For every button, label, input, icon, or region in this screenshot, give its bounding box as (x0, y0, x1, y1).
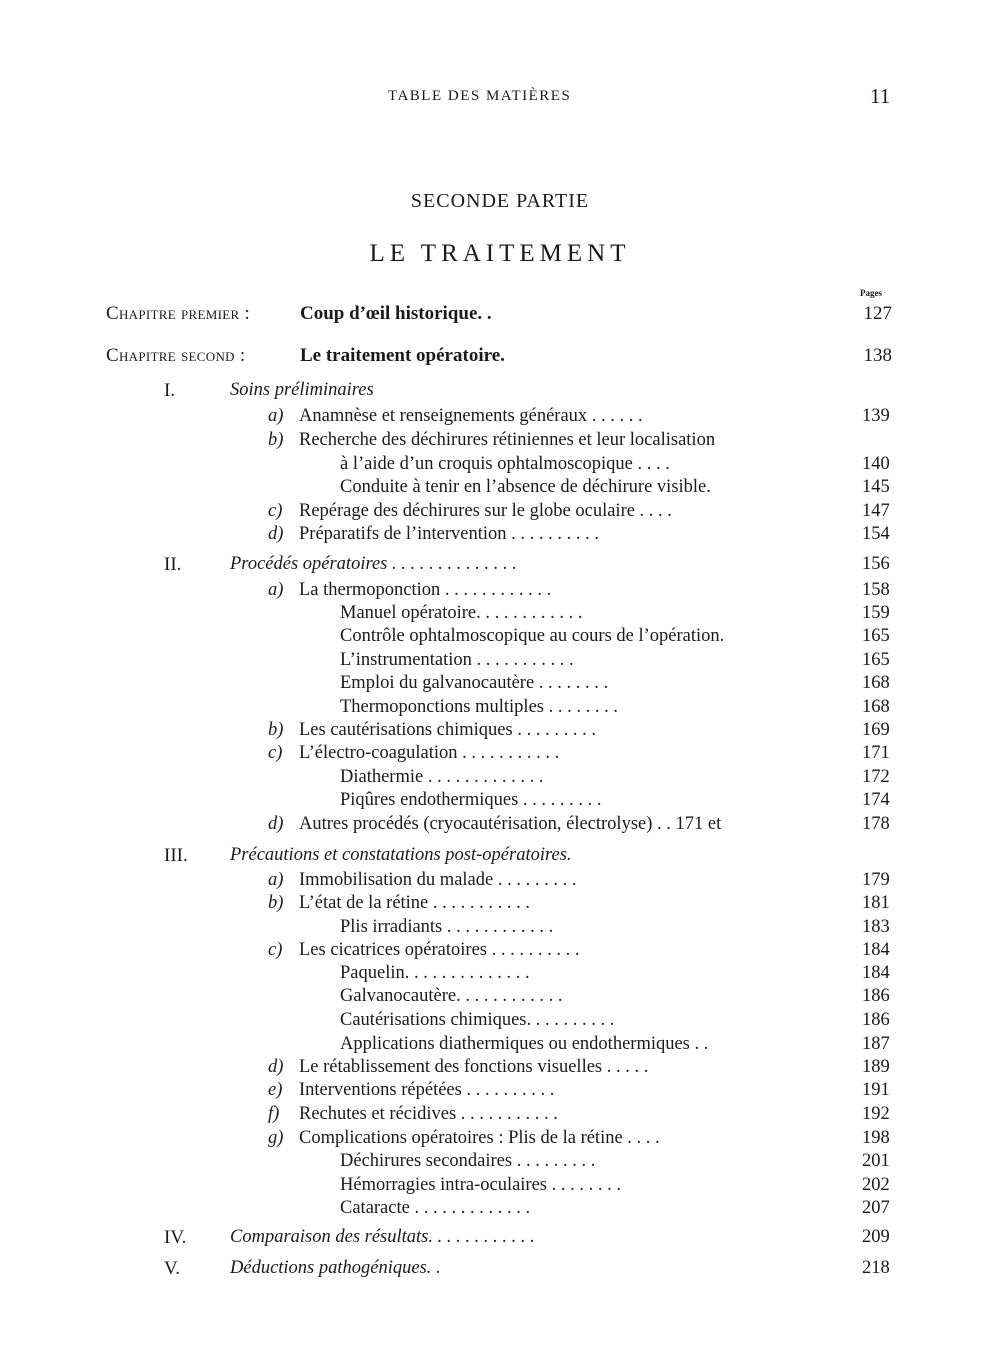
entry-title: Déductions pathogéniques. . (230, 1258, 441, 1278)
entry-page: 184 (862, 963, 890, 983)
item-letter: d) (268, 1057, 284, 1077)
entry-title: à l’aide d’un croquis ophtalmoscopique . . . . (340, 454, 670, 474)
entry-title: Complications opératoires : Plis de la rétine . . . . (299, 1128, 660, 1148)
entry-title: L’électro-coagulation . . . . . . . . . . . (299, 743, 560, 763)
toc-entry (0, 554, 1000, 578)
item-letter: g) (268, 1128, 284, 1148)
entry-title: Recherche des déchirures rétiniennes et leur localisation (299, 430, 716, 450)
entry-page: 178 (862, 814, 890, 834)
toc-entry (0, 1010, 1000, 1034)
toc-entry (0, 454, 1000, 478)
entry-page: 147 (862, 501, 890, 521)
item-letter: d) (268, 524, 284, 544)
entry-page: 165 (862, 626, 890, 646)
item-letter: c) (268, 940, 283, 960)
entry-page: 192 (862, 1104, 890, 1124)
entry-page: 191 (862, 1080, 890, 1100)
entry-page: 198 (862, 1128, 890, 1148)
toc-entry (0, 603, 1000, 627)
entry-title: L’état de la rétine . . . . . . . . . . . (299, 893, 531, 913)
item-letter: a) (268, 406, 284, 426)
entry-title: L’instrumentation . . . . . . . . . . . (340, 650, 574, 670)
chapter-page: 127 (863, 303, 892, 324)
toc-entry (0, 524, 1000, 548)
toc-entry (0, 743, 1000, 767)
entry-page: 218 (862, 1258, 890, 1278)
entry-page: 171 (862, 743, 890, 763)
entry-title: Le rétablissement des fonctions visuelles . . . . . (299, 1057, 649, 1077)
item-letter: b) (268, 893, 284, 913)
item-letter: a) (268, 580, 284, 600)
entry-page: 140 (862, 454, 890, 474)
entry-page: 159 (862, 603, 890, 623)
toc-entry (0, 1104, 1000, 1128)
entry-title: Hémorragies intra-oculaires . . . . . . . . (340, 1175, 622, 1195)
item-letter: f) (268, 1104, 280, 1124)
toc-entry (0, 380, 1000, 404)
entry-page: 179 (862, 870, 890, 890)
entry-title: La thermoponction . . . . . . . . . . . . (299, 580, 552, 600)
toc-entry (0, 580, 1000, 604)
toc-entry (0, 940, 1000, 964)
entry-page: 156 (862, 554, 890, 574)
entry-title: Immobilisation du malade . . . . . . . . . (299, 870, 577, 890)
chapter-1 (106, 303, 892, 331)
entry-page: 184 (862, 940, 890, 960)
toc-entry (0, 1151, 1000, 1175)
entry-title: Rechutes et récidives . . . . . . . . . . . (299, 1104, 558, 1124)
entry-title: Piqûres endothermiques . . . . . . . . . (340, 790, 602, 810)
toc-entry (0, 1128, 1000, 1152)
toc-entry (0, 1198, 1000, 1222)
item-letter: e) (268, 1080, 283, 1100)
entry-title: Thermoponctions multiples . . . . . . . . (340, 697, 618, 717)
item-letter: b) (268, 430, 284, 450)
entry-page: 145 (862, 477, 890, 497)
section-number: V. (164, 1258, 181, 1279)
toc-entry (0, 1034, 1000, 1058)
entry-title: Repérage des déchirures sur le globe oculaire . . . . (299, 501, 672, 521)
item-letter: a) (268, 870, 284, 890)
toc-entry (0, 790, 1000, 814)
entry-page: 209 (862, 1227, 890, 1247)
entry-page: 174 (862, 790, 890, 810)
section-number: IV. (164, 1227, 187, 1248)
entry-title: Conduite à tenir en l’absence de déchirure visible. (340, 477, 711, 497)
entry-title: Préparatifs de l’intervention . . . . . . . . . . (299, 524, 600, 544)
running-head (0, 84, 1000, 112)
entry-title: Cataracte . . . . . . . . . . . . . (340, 1198, 531, 1218)
entry-page: 187 (862, 1034, 890, 1054)
entry-title: Plis irradiants . . . . . . . . . . . . (340, 917, 554, 937)
entry-page: 207 (862, 1198, 890, 1218)
entry-title: Précautions et constatations post-opératoires. (230, 845, 572, 865)
entry-page: 181 (862, 893, 890, 913)
chapter-title: Coup d’œil historique. . (300, 303, 492, 324)
entry-title: Autres procédés (cryocautérisation, électrolyse) . . 171 et (299, 814, 722, 834)
entry-page: 169 (862, 720, 890, 740)
entry-page: 168 (862, 697, 890, 717)
item-letter: b) (268, 720, 284, 740)
entry-title: Les cicatrices opératoires . . . . . . . . . . (299, 940, 580, 960)
item-letter: d) (268, 814, 284, 834)
pages-column-label: Pages (860, 288, 882, 298)
chapter-title: Le traitement opératoire. (300, 345, 505, 366)
toc-entry (0, 477, 1000, 501)
toc-entry (0, 650, 1000, 674)
toc-entry (0, 720, 1000, 744)
entry-title: Diathermie . . . . . . . . . . . . . (340, 767, 544, 787)
page-number: 11 (870, 84, 891, 108)
entry-title: Applications diathermiques ou endothermiques . . (340, 1034, 709, 1054)
entry-title: Procédés opératoires . . . . . . . . . . . . . . (230, 554, 517, 574)
part-title: SECONDE PARTIE (410, 190, 590, 212)
running-title: TABLE DES MATIÈRES (388, 88, 572, 104)
entry-title: Cautérisations chimiques. . . . . . . . . . (340, 1010, 615, 1030)
toc-entry (0, 893, 1000, 917)
toc-entry (0, 917, 1000, 941)
entry-title: Les cautérisations chimiques . . . . . . . . . (299, 720, 596, 740)
section-number: III. (164, 845, 188, 866)
toc-entry (0, 1080, 1000, 1104)
item-letter: c) (268, 743, 283, 763)
toc-entry (0, 430, 1000, 454)
entry-page: 183 (862, 917, 890, 937)
toc-entry (0, 1227, 1000, 1251)
toc-entry (0, 406, 1000, 430)
toc-entry (0, 501, 1000, 525)
entry-title: Contrôle ophtalmoscopique au cours de l’opération. (340, 626, 725, 646)
toc-entry (0, 1258, 1000, 1282)
toc-entry (0, 814, 1000, 838)
toc-entry (0, 986, 1000, 1010)
section-number: II. (164, 554, 182, 575)
entry-page: 202 (862, 1175, 890, 1195)
entry-title: Soins préliminaires (230, 380, 374, 400)
entry-title: Anamnèse et renseignements généraux . . . . . . (299, 406, 643, 426)
entry-title: Galvanocautère. . . . . . . . . . . . (340, 986, 563, 1006)
entry-page: 172 (862, 767, 890, 787)
entry-title: Déchirures secondaires . . . . . . . . . (340, 1151, 596, 1171)
chapter-label: Chapitre premier : (106, 303, 251, 324)
entry-page: 158 (862, 580, 890, 600)
chapter-label: Chapitre second : (106, 345, 246, 366)
chapter-2 (106, 345, 892, 373)
entry-page: 186 (862, 1010, 890, 1030)
entry-title: Manuel opératoire. . . . . . . . . . . . (340, 603, 583, 623)
chapter-page: 138 (863, 345, 892, 366)
toc-entry (0, 870, 1000, 894)
entry-title: Emploi du galvanocautère . . . . . . . . (340, 673, 609, 693)
entry-page: 154 (862, 524, 890, 544)
toc-entry (0, 1175, 1000, 1199)
entry-page: 201 (862, 1151, 890, 1171)
toc-entry (0, 626, 1000, 650)
entry-page: 168 (862, 673, 890, 693)
toc-entry (0, 845, 1000, 869)
item-letter: c) (268, 501, 283, 521)
entry-page: 186 (862, 986, 890, 1006)
toc-entry (0, 767, 1000, 791)
entry-page: 139 (862, 406, 890, 426)
main-title: LE TRAITEMENT (369, 240, 631, 267)
section-number: I. (164, 380, 176, 401)
entry-page: 189 (862, 1057, 890, 1077)
entry-title: Paquelin. . . . . . . . . . . . . . (340, 963, 530, 983)
entry-page: 165 (862, 650, 890, 670)
toc-entry (0, 697, 1000, 721)
toc-entry (0, 963, 1000, 987)
entry-title: Interventions répétées . . . . . . . . . . (299, 1080, 555, 1100)
toc-entry (0, 1057, 1000, 1081)
toc-entry (0, 673, 1000, 697)
entry-title: Comparaison des résultats. . . . . . . . . . . . (230, 1227, 535, 1247)
